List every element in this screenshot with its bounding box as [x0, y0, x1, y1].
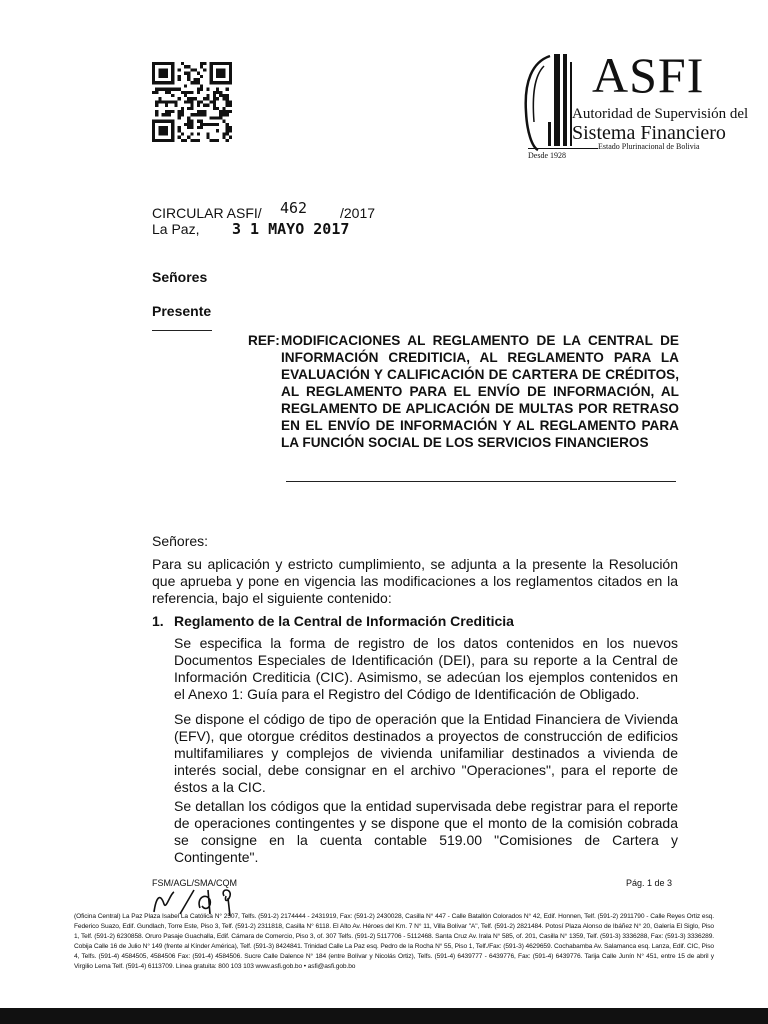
addressee-presente: Presente	[152, 303, 212, 319]
footer-addresses: (Oficina Central) La Paz Plaza Isabel La Católica N° 2507, Telfs. (591-2) 2174444 - 2431919, Fax: (591-2) 2430028, Casilla N° 447 - Calle Batallón Colorados N° 42, Edif. Honnen, Telf. (591-2) 2911790 - Calle Reyes Ortiz esq. Federico Suazo, Edif. Gundlach, Torre Este, Piso 3, Telf. (591-2) 2311818, Casilla N° 6118. El Alto Av. Héroes del Km. 7 N° 11, Villa Bolívar "A", Telf. (591-2) 2821484. Potosí Plaza Alonso de Ibáñez N° 20, Galería El Siglo, Piso 1, Telf. (591-2) 6230858. Oruro Pasaje Guachalla, Edif. Cámara de Comercio, Piso 3, of. 307 Telfs. (591-2) 5117706 - 5112468. Santa Cruz Av. Irala N° 585, of. 201, Casilla N° 1359, Telf. (591-3) 3336288, Fax: (591-3) 3336289. Cobija Calle 16 de Julio N° 149 (frente al Kínder América), Telf. (591-3) 8424841. Trinidad Calle La Paz esq. Pedro de la Rocha N° 55, Piso 1, Telf./Fax: (591-3) 4629659. Cochabamba Av. Salamanca esq. Lanza, Edif. CIC, Piso 4, Telfs. (591-4) 4584505, 4584506 Fax: (591-4) 4584506. Sucre Calle Dalence N° 184 (entre Bolívar y Nicolás Ortiz), Telfs. (591-4) 6439777 - 6439776, Fax: (591-4) 6439776. Tarija Calle Junín N° 451, entre 15 de abril y Virgilio Lema Telf. (591-4) 6113709. Línea gratuita: 800 103 103 www.asfi.gob.bo • asfi@asfi.gob.bo	[74, 913, 714, 970]
date-stamp: 3 1 MAYO 2017	[232, 220, 350, 238]
section-1-title: Reglamento de la Central de Información Crediticia	[174, 613, 514, 629]
circular-prefix: CIRCULAR ASFI/	[152, 205, 262, 221]
qr-code-icon	[152, 62, 232, 142]
reference-rule	[286, 481, 676, 482]
initials: FSM/AGL/SMA/CQM	[152, 878, 238, 888]
intro-paragraph: Para su aplicación y estricto cumplimiento, se adjunta a la presente la Resolución que aprueba y pone en vigencia las modificaciones a los reglamentos citados en la referencia, bajo el siguiente contenido:	[152, 556, 678, 606]
asfi-logo	[520, 47, 749, 170]
bottom-scan-edge	[0, 1008, 768, 1024]
date-place: La Paz,	[152, 221, 200, 237]
logo-columns-icon	[520, 52, 576, 152]
logo-line-2: Sistema Financiero	[572, 122, 726, 144]
logo-acronym: ASFI	[592, 47, 705, 103]
addressee-senores: Señores	[152, 269, 208, 285]
page-number: Pág. 1 de 3	[626, 878, 673, 888]
logo-line-1: Autoridad de Supervisión del	[572, 106, 749, 122]
section-1-paragraph-1: Se especifica la forma de registro de los datos contenidos en los nuevos Documentos Especiales de Identificación (DEI), para su reporte a la Central de Información Crediticia (CIC). Asimismo, se adecúan los ejemplos contenidos en el Anexo 1: Guía para el Registro del Código de Identificación de Obligado.	[174, 635, 678, 702]
greeting: Señores:	[152, 533, 209, 549]
addressee-rule	[152, 330, 212, 331]
logo-line-3: Estado Plurinacional de Bolivia	[598, 142, 700, 151]
logo-since: Desde 1928	[528, 151, 566, 160]
reference-text: MODIFICACIONES AL REGLAMENTO DE LA CENTRAL DE INFORMACIÓN CREDITICIA, AL REGLAMENTO PARA LA EVALUACIÓN Y CALIFICACIÓN DE CARTERA DE CRÉDITOS, AL REGLAMENTO PARA EL ENVÍO DE INFORMACIÓN, AL REGLAMENTO DE APLICACIÓN DE MULTAS POR RETRASO EN EL ENVÍO DE INFORMACIÓN Y AL REGLAMENTO PARA LA FUNCIÓN SOCIAL DE LOS SERVICIOS FINANCIEROS	[281, 333, 679, 450]
reference-label: REF:	[248, 333, 280, 348]
logo-underline	[528, 148, 598, 149]
section-1-paragraph-3: Se detallan los códigos que la entidad supervisada debe registrar para el reporte de operaciones contingentes y se dispone que el monto de la comisión cobrada se consigne en la cuenta contable 519.00 "Comisiones de Cartera y Contingente".	[174, 798, 678, 865]
circular-number: 462	[280, 199, 308, 217]
section-1-paragraph-2: Se dispone el código de tipo de operación que la Entidad Financiera de Vivienda (EFV), que otorgue créditos destinados a proyectos de construcción de edificios multifamiliares y complejos de vivienda unifamiliar destinados a vivienda de interés social, debe consignar en el archivo "Operaciones", para el reporte de éstos a la CIC.	[174, 711, 678, 795]
section-1-number: 1.	[152, 613, 164, 629]
circular-year: /2017	[340, 205, 376, 221]
